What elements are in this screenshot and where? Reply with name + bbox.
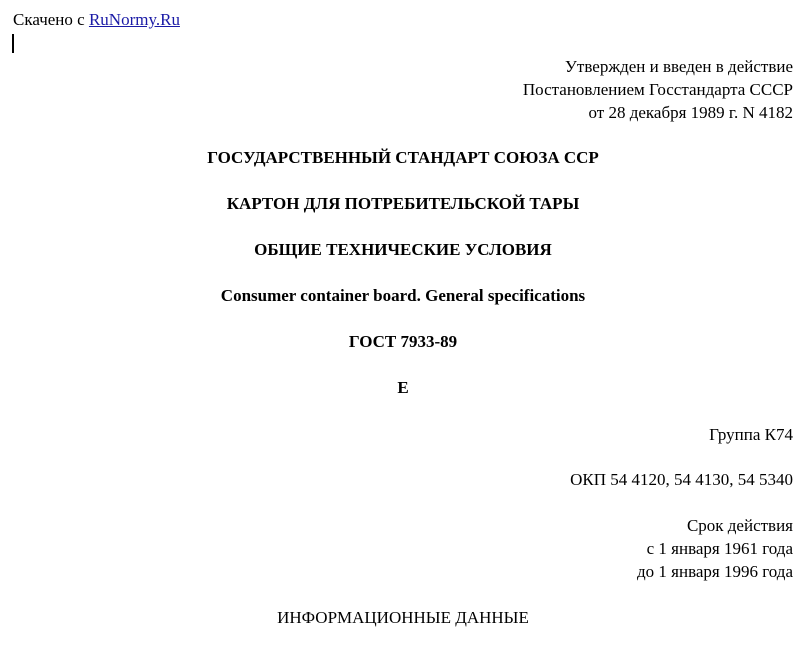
document-subtitle: ОБЩИЕ ТЕХНИЧЕСКИЕ УСЛОВИЯ bbox=[254, 240, 552, 259]
standard-type-heading: ГОСУДАРСТВЕННЫЙ СТАНДАРТ СОЮЗА ССР bbox=[207, 148, 599, 167]
approval-line-1: Утвержден и введен в действие bbox=[564, 57, 793, 76]
source-line bbox=[13, 8, 180, 31]
okp-codes: ОКП 54 4120, 54 4130, 54 5340 bbox=[570, 470, 793, 489]
approval-block bbox=[523, 55, 793, 124]
source-link[interactable]: RuNormy.Ru bbox=[88, 10, 180, 29]
standard-code: ГОСТ 7933-89 bbox=[348, 332, 458, 351]
approval-line-3: от 28 декабря 1989 г. N 4182 bbox=[588, 103, 793, 122]
info-heading: ИНФОРМАЦИОННЫЕ ДАННЫЕ bbox=[277, 608, 529, 627]
validity-label: Срок действия bbox=[686, 516, 793, 535]
text-cursor bbox=[12, 34, 14, 53]
validity-block bbox=[637, 514, 793, 583]
source-prefix: Скачено с bbox=[13, 10, 89, 29]
approval-line-2: Постановлением Госстандарта СССР bbox=[522, 80, 793, 99]
standard-letter: Е bbox=[397, 378, 409, 397]
validity-to: до 1 января 1996 года bbox=[637, 562, 793, 581]
document-title: КАРТОН ДЛЯ ПОТРЕБИТЕЛЬСКОЙ ТАРЫ bbox=[226, 194, 580, 213]
english-title: Consumer container board. General specifications bbox=[220, 286, 586, 305]
validity-from: с 1 января 1961 года bbox=[646, 539, 793, 558]
group-label: Группа К74 bbox=[709, 425, 793, 444]
